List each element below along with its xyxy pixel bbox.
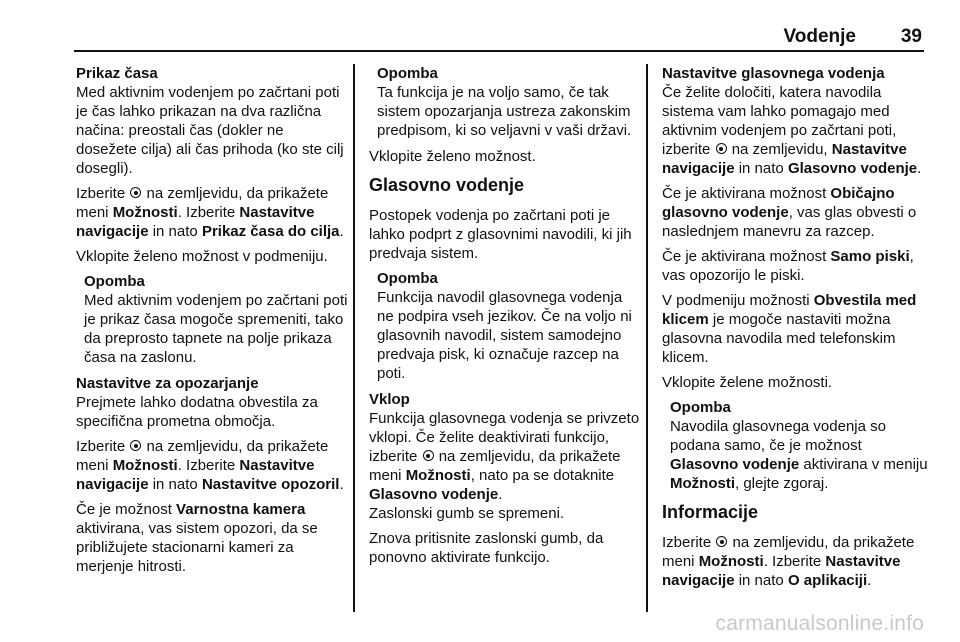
note-title: Opomba: [670, 399, 731, 416]
header-rule: [74, 50, 924, 52]
map-target-icon: [716, 536, 727, 547]
paragraph-time: Med aktivnim vodenjem po začrtani poti je čas lahko prikazan na dva različna načina: preostali čas (dokler ne dosežete cilja) ali čas prihoda (ko ste cilj dosegli).: [76, 84, 344, 177]
note-text: Funkcija navodil glasovnega vodenja ne podpira vseh jezikov. Če na voljo ni glasovnih navodil, sistem samodejno predvaja pisk, ki označuje razcep na poti.: [377, 289, 632, 382]
paragraph-voice: Postopek vodenja po začrtani poti je lahko podprt z glasovnimi navodili, ki jih predvaja sistem.: [369, 207, 632, 262]
section-title: Vodenje: [783, 26, 856, 47]
heading-switch-on: Vklop: [369, 391, 410, 408]
heading-voice-guidance: Glasovno vodenje: [369, 175, 525, 195]
page-number: 39: [900, 26, 922, 47]
note-box: [662, 398, 934, 493]
paragraph-switch-on: Funkcija glasovnega vodenja se privzeto vklopi. Če želite deaktivirati funkcijo, izberite na zemljevidu, da prikažete meni Možnosti, nato pa se dotaknite Glasovno vodenje.: [369, 410, 640, 503]
note-box: [369, 269, 641, 383]
paragraph-voice-settings: Če želite določiti, katera navodila sistema vam lahko pomagajo med aktivnim vodenjem po začrtani poti, izberite na zemljevidu, Nastavitve navigacije in nato Glasovno vodenje.: [662, 84, 922, 177]
column-divider-2: [646, 64, 648, 612]
paragraph-beeps-only: Če je aktivirana možnost Samo piski, vas opozorijo le piski.: [662, 248, 914, 284]
paragraph-button-changes: Zaslonski gumb se spremeni.: [369, 505, 565, 522]
note-title: Opomba: [377, 270, 438, 287]
paragraph-information: Izberite na zemljevidu, da prikažete meni Možnosti. Izberite Nastavitve navigacije in nato O aplikaciji.: [662, 534, 915, 589]
note-text: Med aktivnim vodenjem po začrtani poti je prikaz časa mogoče spremeniti, tako da preprosto tapnete na polje prikaza časa na zaslonu.: [84, 292, 348, 366]
paragraph-choose-options: Vklopite želene možnosti.: [662, 374, 833, 391]
paragraph-alert: Prejmete lahko dodatna obvestila za specifična prometna območja.: [76, 394, 318, 430]
map-target-icon: [130, 440, 141, 451]
note-box: [76, 272, 348, 367]
note-text: Ta funkcija je na voljo samo, če tak sistem opozarjanja ustreza zakonskim predpisom, ki so veljavni v vaši državi.: [377, 84, 632, 139]
column-2: [369, 64, 641, 573]
map-target-icon: [716, 143, 727, 154]
watermark: carmanualsonline.info: [715, 612, 924, 635]
heading-voice-settings: Nastavitve glasovnega vodenja: [662, 65, 885, 82]
column-divider-1: [353, 64, 355, 612]
note-title: Opomba: [84, 273, 145, 290]
paragraph-speed-camera: Če je možnost Varnostna kamera aktivirana, vas sistem opozori, da se približujete stacionarni kameri za merjenje hitrosti.: [76, 501, 318, 575]
page-header: [0, 0, 960, 52]
paragraph-choose-submenu: Vklopite želeno možnost v podmeniju.: [76, 248, 328, 265]
note-title: Opomba: [377, 65, 438, 82]
column-1: [76, 64, 348, 582]
note-box: [369, 64, 641, 140]
paragraph-call-alerts: V podmeniju možnosti Obvestila med klicem je mogoče nastaviti možna glasovna navodila med telefonskim klicem.: [662, 292, 917, 366]
column-3: [662, 64, 934, 596]
paragraph-select-alerts: Izberite na zemljevidu, da prikažete meni Možnosti. Izberite Nastavitve navigacije in nato Nastavitve opozoril.: [76, 438, 344, 493]
paragraph-press-again: Znova pritisnite zaslonski gumb, da ponovno aktivirate funkcijo.: [369, 530, 604, 566]
paragraph-normal-voice: Če je aktivirana možnost Običajno glasovno vodenje, vas glas obvesti o naslednjem manevru za razcep.: [662, 185, 917, 240]
heading-time-display: Prikaz časa: [76, 65, 158, 82]
note-text: Navodila glasovnega vodenja so podana samo, če je možnost Glasovno vodenje aktivirana v meniju Možnosti, glejte zgoraj.: [670, 418, 928, 492]
heading-information: Informacije: [662, 502, 759, 522]
heading-alert-settings: Nastavitve za opozarjanje: [76, 375, 259, 392]
map-target-icon: [130, 187, 141, 198]
paragraph-choose: Vklopite želeno možnost.: [369, 148, 536, 165]
paragraph-select-time: Izberite na zemljevidu, da prikažete meni Možnosti. Izberite Nastavitve navigacije in nato Prikaz časa do cilja.: [76, 185, 344, 240]
map-target-icon: [423, 450, 434, 461]
